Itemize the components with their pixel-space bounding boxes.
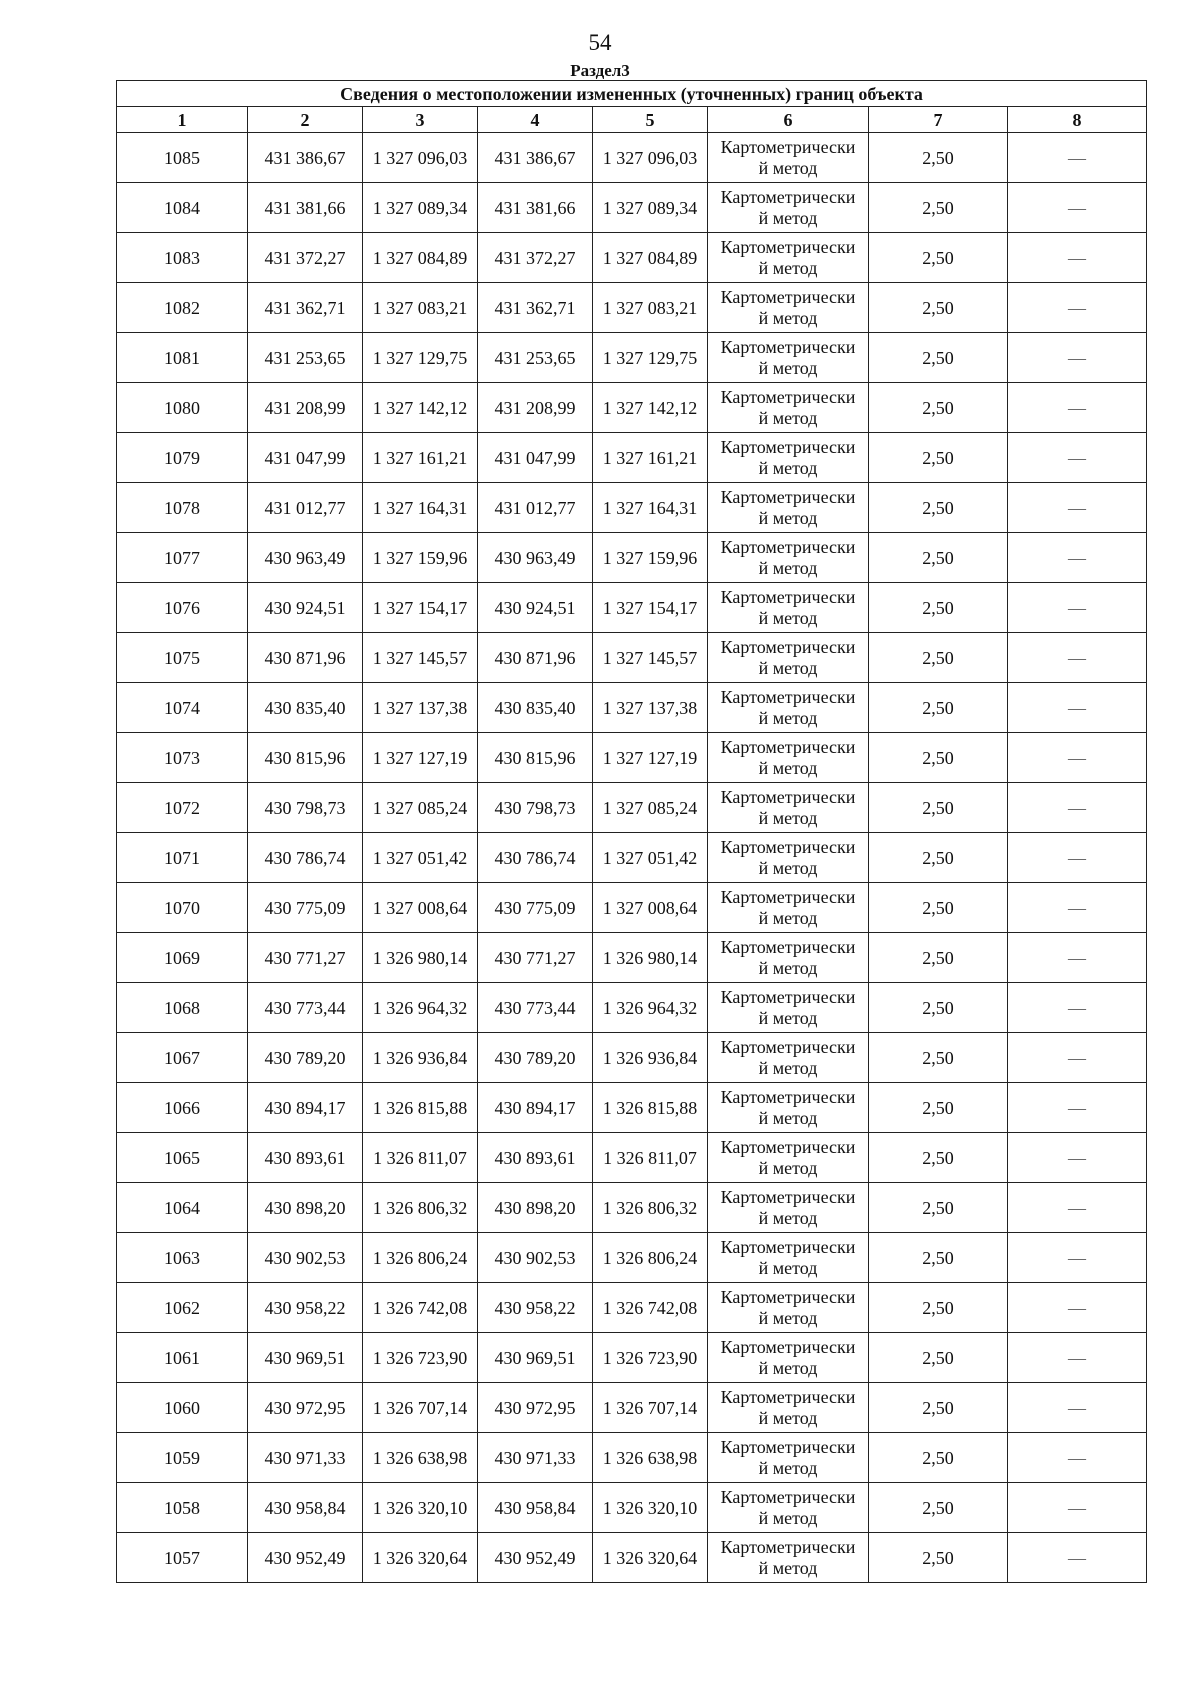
point-number-cell: 1065 [117, 1133, 248, 1183]
y-new-cell: 1 327 084,89 [593, 233, 708, 283]
y-new-cell: 1 326 806,32 [593, 1183, 708, 1233]
y-new-cell: 1 326 723,90 [593, 1333, 708, 1383]
method-cell: Картометрически й метод [708, 833, 869, 883]
y-new-cell: 1 327 051,42 [593, 833, 708, 883]
table-row [117, 1483, 1147, 1533]
x-old-cell: 431 386,67 [248, 133, 363, 183]
point-number-cell: 1082 [117, 283, 248, 333]
x-old-cell: 431 381,66 [248, 183, 363, 233]
table-row [117, 933, 1147, 983]
method-cell: Картометрически й метод [708, 1183, 869, 1233]
description-cell: — [1008, 833, 1147, 883]
table-row [117, 1433, 1147, 1483]
point-number-cell: 1062 [117, 1283, 248, 1333]
y-old-cell: 1 326 638,98 [363, 1433, 478, 1483]
y-new-cell: 1 327 164,31 [593, 483, 708, 533]
accuracy-cell: 2,50 [869, 133, 1008, 183]
point-number-cell: 1058 [117, 1483, 248, 1533]
x-new-cell: 431 381,66 [478, 183, 593, 233]
y-new-cell: 1 327 083,21 [593, 283, 708, 333]
table-row [117, 183, 1147, 233]
y-new-cell: 1 327 085,24 [593, 783, 708, 833]
point-number-cell: 1073 [117, 733, 248, 783]
y-new-cell: 1 327 096,03 [593, 133, 708, 183]
method-cell: Картометрически й метод [708, 733, 869, 783]
y-old-cell: 1 327 142,12 [363, 383, 478, 433]
accuracy-cell: 2,50 [869, 1183, 1008, 1233]
y-old-cell: 1 327 089,34 [363, 183, 478, 233]
y-old-cell: 1 327 127,19 [363, 733, 478, 783]
description-cell: — [1008, 1533, 1147, 1583]
x-new-cell: 431 386,67 [478, 133, 593, 183]
y-old-cell: 1 327 161,21 [363, 433, 478, 483]
y-new-cell: 1 326 936,84 [593, 1033, 708, 1083]
point-number-cell: 1085 [117, 133, 248, 183]
y-old-cell: 1 326 980,14 [363, 933, 478, 983]
x-new-cell: 430 958,22 [478, 1283, 593, 1333]
method-cell: Картометрически й метод [708, 1383, 869, 1433]
y-new-cell: 1 326 964,32 [593, 983, 708, 1033]
table-row [117, 583, 1147, 633]
x-old-cell: 430 773,44 [248, 983, 363, 1033]
x-new-cell: 431 253,65 [478, 333, 593, 383]
y-new-cell: 1 326 806,24 [593, 1233, 708, 1283]
accuracy-cell: 2,50 [869, 533, 1008, 583]
y-old-cell: 1 327 164,31 [363, 483, 478, 533]
table-row [117, 833, 1147, 883]
accuracy-cell: 2,50 [869, 783, 1008, 833]
x-old-cell: 430 898,20 [248, 1183, 363, 1233]
point-number-cell: 1076 [117, 583, 248, 633]
table-row [117, 483, 1147, 533]
y-new-cell: 1 327 145,57 [593, 633, 708, 683]
accuracy-cell: 2,50 [869, 933, 1008, 983]
x-new-cell: 431 012,77 [478, 483, 593, 533]
table-row [117, 1233, 1147, 1283]
accuracy-cell: 2,50 [869, 383, 1008, 433]
table-row [117, 883, 1147, 933]
column-number-row [117, 107, 1147, 133]
point-number-cell: 1079 [117, 433, 248, 483]
table-row [117, 1333, 1147, 1383]
y-old-cell: 1 327 051,42 [363, 833, 478, 883]
x-new-cell: 430 798,73 [478, 783, 593, 833]
accuracy-cell: 2,50 [869, 1533, 1008, 1583]
description-cell: — [1008, 883, 1147, 933]
y-old-cell: 1 327 008,64 [363, 883, 478, 933]
description-cell: — [1008, 1283, 1147, 1333]
x-new-cell: 430 773,44 [478, 983, 593, 1033]
y-old-cell: 1 327 096,03 [363, 133, 478, 183]
method-cell: Картометрически й метод [708, 1533, 869, 1583]
y-new-cell: 1 327 008,64 [593, 883, 708, 933]
accuracy-cell: 2,50 [869, 1483, 1008, 1533]
table-row [117, 633, 1147, 683]
y-old-cell: 1 327 083,21 [363, 283, 478, 333]
point-number-cell: 1081 [117, 333, 248, 383]
point-number-cell: 1068 [117, 983, 248, 1033]
point-number-cell: 1069 [117, 933, 248, 983]
y-new-cell: 1 327 089,34 [593, 183, 708, 233]
method-cell: Картометрически й метод [708, 533, 869, 583]
accuracy-cell: 2,50 [869, 883, 1008, 933]
point-number-cell: 1071 [117, 833, 248, 883]
x-new-cell: 430 786,74 [478, 833, 593, 883]
point-number-cell: 1084 [117, 183, 248, 233]
y-new-cell: 1 326 980,14 [593, 933, 708, 983]
column-number: 8 [1008, 107, 1147, 133]
description-cell: — [1008, 283, 1147, 333]
accuracy-cell: 2,50 [869, 1133, 1008, 1183]
y-old-cell: 1 326 742,08 [363, 1283, 478, 1333]
y-old-cell: 1 326 707,14 [363, 1383, 478, 1433]
method-cell: Картометрически й метод [708, 283, 869, 333]
x-new-cell: 430 871,96 [478, 633, 593, 683]
method-cell: Картометрически й метод [708, 583, 869, 633]
accuracy-cell: 2,50 [869, 983, 1008, 1033]
y-old-cell: 1 327 084,89 [363, 233, 478, 283]
y-new-cell: 1 327 159,96 [593, 533, 708, 583]
table-row [117, 1133, 1147, 1183]
point-number-cell: 1061 [117, 1333, 248, 1383]
x-old-cell: 430 952,49 [248, 1533, 363, 1583]
x-new-cell: 430 971,33 [478, 1433, 593, 1483]
x-new-cell: 430 775,09 [478, 883, 593, 933]
x-new-cell: 430 771,27 [478, 933, 593, 983]
y-new-cell: 1 326 811,07 [593, 1133, 708, 1183]
table-row [117, 333, 1147, 383]
point-number-cell: 1072 [117, 783, 248, 833]
description-cell: — [1008, 1483, 1147, 1533]
section-title: Раздел3 [570, 61, 630, 80]
point-number-cell: 1074 [117, 683, 248, 733]
accuracy-cell: 2,50 [869, 833, 1008, 883]
x-old-cell: 430 789,20 [248, 1033, 363, 1083]
description-cell: — [1008, 433, 1147, 483]
method-cell: Картометрически й метод [708, 483, 869, 533]
y-old-cell: 1 326 806,24 [363, 1233, 478, 1283]
method-cell: Картометрически й метод [708, 983, 869, 1033]
description-cell: — [1008, 133, 1147, 183]
page-number: 54 [588, 30, 612, 55]
method-cell: Картометрически й метод [708, 1483, 869, 1533]
x-old-cell: 431 362,71 [248, 283, 363, 333]
description-cell: — [1008, 233, 1147, 283]
method-cell: Картометрически й метод [708, 633, 869, 683]
description-cell: — [1008, 333, 1147, 383]
y-new-cell: 1 327 154,17 [593, 583, 708, 633]
accuracy-cell: 2,50 [869, 583, 1008, 633]
description-cell: — [1008, 1183, 1147, 1233]
table-row [117, 233, 1147, 283]
table-row [117, 683, 1147, 733]
y-new-cell: 1 326 320,64 [593, 1533, 708, 1583]
point-number-cell: 1060 [117, 1383, 248, 1433]
y-old-cell: 1 327 145,57 [363, 633, 478, 683]
table-body [117, 133, 1147, 1583]
x-old-cell: 430 771,27 [248, 933, 363, 983]
description-cell: — [1008, 1083, 1147, 1133]
y-new-cell: 1 326 320,10 [593, 1483, 708, 1533]
boundary-coordinates-table [116, 80, 1147, 1583]
table-caption-row [117, 81, 1147, 107]
x-new-cell: 430 815,96 [478, 733, 593, 783]
accuracy-cell: 2,50 [869, 433, 1008, 483]
point-number-cell: 1057 [117, 1533, 248, 1583]
x-old-cell: 431 253,65 [248, 333, 363, 383]
point-number-cell: 1070 [117, 883, 248, 933]
point-number-cell: 1066 [117, 1083, 248, 1133]
y-old-cell: 1 326 806,32 [363, 1183, 478, 1233]
table-row [117, 1383, 1147, 1433]
description-cell: — [1008, 1433, 1147, 1483]
table-row [117, 533, 1147, 583]
y-new-cell: 1 327 161,21 [593, 433, 708, 483]
description-cell: — [1008, 683, 1147, 733]
table-row [117, 1283, 1147, 1333]
accuracy-cell: 2,50 [869, 1083, 1008, 1133]
table-row [117, 1183, 1147, 1233]
description-cell: — [1008, 1333, 1147, 1383]
point-number-cell: 1075 [117, 633, 248, 683]
x-old-cell: 430 786,74 [248, 833, 363, 883]
x-old-cell: 430 871,96 [248, 633, 363, 683]
x-old-cell: 430 969,51 [248, 1333, 363, 1383]
y-old-cell: 1 326 936,84 [363, 1033, 478, 1083]
method-cell: Картометрически й метод [708, 133, 869, 183]
method-cell: Картометрически й метод [708, 1233, 869, 1283]
method-cell: Картометрически й метод [708, 233, 869, 283]
description-cell: — [1008, 583, 1147, 633]
x-new-cell: 430 789,20 [478, 1033, 593, 1083]
method-cell: Картометрически й метод [708, 333, 869, 383]
method-cell: Картометрически й метод [708, 683, 869, 733]
accuracy-cell: 2,50 [869, 233, 1008, 283]
x-old-cell: 430 894,17 [248, 1083, 363, 1133]
x-new-cell: 430 972,95 [478, 1383, 593, 1433]
description-cell: — [1008, 1233, 1147, 1283]
x-new-cell: 431 208,99 [478, 383, 593, 433]
point-number-cell: 1077 [117, 533, 248, 583]
table-row [117, 733, 1147, 783]
method-cell: Картометрически й метод [708, 1283, 869, 1333]
x-new-cell: 430 835,40 [478, 683, 593, 733]
point-number-cell: 1080 [117, 383, 248, 433]
y-old-cell: 1 327 137,38 [363, 683, 478, 733]
x-new-cell: 430 969,51 [478, 1333, 593, 1383]
y-new-cell: 1 326 638,98 [593, 1433, 708, 1483]
y-old-cell: 1 326 964,32 [363, 983, 478, 1033]
column-number: 7 [869, 107, 1008, 133]
description-cell: — [1008, 983, 1147, 1033]
x-old-cell: 430 924,51 [248, 583, 363, 633]
x-old-cell: 430 902,53 [248, 1233, 363, 1283]
method-cell: Картометрически й метод [708, 783, 869, 833]
table-caption: Сведения о местоположении измененных (уточненных) границ объекта [117, 81, 1147, 107]
x-old-cell: 431 372,27 [248, 233, 363, 283]
column-number: 6 [708, 107, 869, 133]
y-old-cell: 1 326 723,90 [363, 1333, 478, 1383]
description-cell: — [1008, 383, 1147, 433]
x-new-cell: 430 963,49 [478, 533, 593, 583]
x-old-cell: 430 958,84 [248, 1483, 363, 1533]
accuracy-cell: 2,50 [869, 1333, 1008, 1383]
y-old-cell: 1 326 320,64 [363, 1533, 478, 1583]
x-new-cell: 430 898,20 [478, 1183, 593, 1233]
y-new-cell: 1 327 142,12 [593, 383, 708, 433]
x-new-cell: 431 362,71 [478, 283, 593, 333]
x-old-cell: 430 815,96 [248, 733, 363, 783]
x-new-cell: 430 952,49 [478, 1533, 593, 1583]
description-cell: — [1008, 1133, 1147, 1183]
method-cell: Картометрически й метод [708, 933, 869, 983]
point-number-cell: 1083 [117, 233, 248, 283]
method-cell: Картометрически й метод [708, 1033, 869, 1083]
accuracy-cell: 2,50 [869, 483, 1008, 533]
x-new-cell: 430 902,53 [478, 1233, 593, 1283]
method-cell: Картометрически й метод [708, 383, 869, 433]
table-row [117, 133, 1147, 183]
description-cell: — [1008, 733, 1147, 783]
description-cell: — [1008, 1383, 1147, 1433]
accuracy-cell: 2,50 [869, 733, 1008, 783]
accuracy-cell: 2,50 [869, 1383, 1008, 1433]
x-old-cell: 430 775,09 [248, 883, 363, 933]
description-cell: — [1008, 1033, 1147, 1083]
x-old-cell: 430 835,40 [248, 683, 363, 733]
x-new-cell: 430 958,84 [478, 1483, 593, 1533]
y-old-cell: 1 327 085,24 [363, 783, 478, 833]
method-cell: Картометрически й метод [708, 433, 869, 483]
x-new-cell: 430 893,61 [478, 1133, 593, 1183]
description-cell: — [1008, 483, 1147, 533]
accuracy-cell: 2,50 [869, 633, 1008, 683]
method-cell: Картометрически й метод [708, 883, 869, 933]
x-old-cell: 430 958,22 [248, 1283, 363, 1333]
y-old-cell: 1 326 320,10 [363, 1483, 478, 1533]
method-cell: Картометрически й метод [708, 183, 869, 233]
point-number-cell: 1059 [117, 1433, 248, 1483]
method-cell: Картометрически й метод [708, 1083, 869, 1133]
y-new-cell: 1 327 129,75 [593, 333, 708, 383]
y-old-cell: 1 326 811,07 [363, 1133, 478, 1183]
x-new-cell: 431 372,27 [478, 233, 593, 283]
point-number-cell: 1063 [117, 1233, 248, 1283]
table-row [117, 283, 1147, 333]
table-row [117, 433, 1147, 483]
accuracy-cell: 2,50 [869, 1233, 1008, 1283]
method-cell: Картометрически й метод [708, 1133, 869, 1183]
accuracy-cell: 2,50 [869, 1033, 1008, 1083]
y-new-cell: 1 326 742,08 [593, 1283, 708, 1333]
description-cell: — [1008, 183, 1147, 233]
table-row [117, 783, 1147, 833]
column-number: 4 [478, 107, 593, 133]
description-cell: — [1008, 933, 1147, 983]
table-row [117, 1033, 1147, 1083]
point-number-cell: 1078 [117, 483, 248, 533]
x-old-cell: 430 972,95 [248, 1383, 363, 1433]
accuracy-cell: 2,50 [869, 183, 1008, 233]
description-cell: — [1008, 533, 1147, 583]
accuracy-cell: 2,50 [869, 283, 1008, 333]
x-old-cell: 431 208,99 [248, 383, 363, 433]
table-row [117, 1533, 1147, 1583]
column-number: 3 [363, 107, 478, 133]
x-old-cell: 430 963,49 [248, 533, 363, 583]
column-number: 2 [248, 107, 363, 133]
point-number-cell: 1064 [117, 1183, 248, 1233]
table-row [117, 1083, 1147, 1133]
y-old-cell: 1 327 159,96 [363, 533, 478, 583]
description-cell: — [1008, 633, 1147, 683]
y-old-cell: 1 327 129,75 [363, 333, 478, 383]
accuracy-cell: 2,50 [869, 1433, 1008, 1483]
x-old-cell: 430 971,33 [248, 1433, 363, 1483]
column-number: 5 [593, 107, 708, 133]
method-cell: Картометрически й метод [708, 1333, 869, 1383]
x-old-cell: 431 012,77 [248, 483, 363, 533]
y-new-cell: 1 327 127,19 [593, 733, 708, 783]
table-row [117, 983, 1147, 1033]
y-old-cell: 1 327 154,17 [363, 583, 478, 633]
accuracy-cell: 2,50 [869, 683, 1008, 733]
table-row [117, 383, 1147, 433]
description-cell: — [1008, 783, 1147, 833]
x-new-cell: 431 047,99 [478, 433, 593, 483]
y-new-cell: 1 326 815,88 [593, 1083, 708, 1133]
y-old-cell: 1 326 815,88 [363, 1083, 478, 1133]
method-cell: Картометрически й метод [708, 1433, 869, 1483]
y-new-cell: 1 326 707,14 [593, 1383, 708, 1433]
x-old-cell: 430 798,73 [248, 783, 363, 833]
point-number-cell: 1067 [117, 1033, 248, 1083]
accuracy-cell: 2,50 [869, 1283, 1008, 1333]
x-old-cell: 431 047,99 [248, 433, 363, 483]
x-new-cell: 430 924,51 [478, 583, 593, 633]
x-old-cell: 430 893,61 [248, 1133, 363, 1183]
x-new-cell: 430 894,17 [478, 1083, 593, 1133]
accuracy-cell: 2,50 [869, 333, 1008, 383]
column-number: 1 [117, 107, 248, 133]
y-new-cell: 1 327 137,38 [593, 683, 708, 733]
